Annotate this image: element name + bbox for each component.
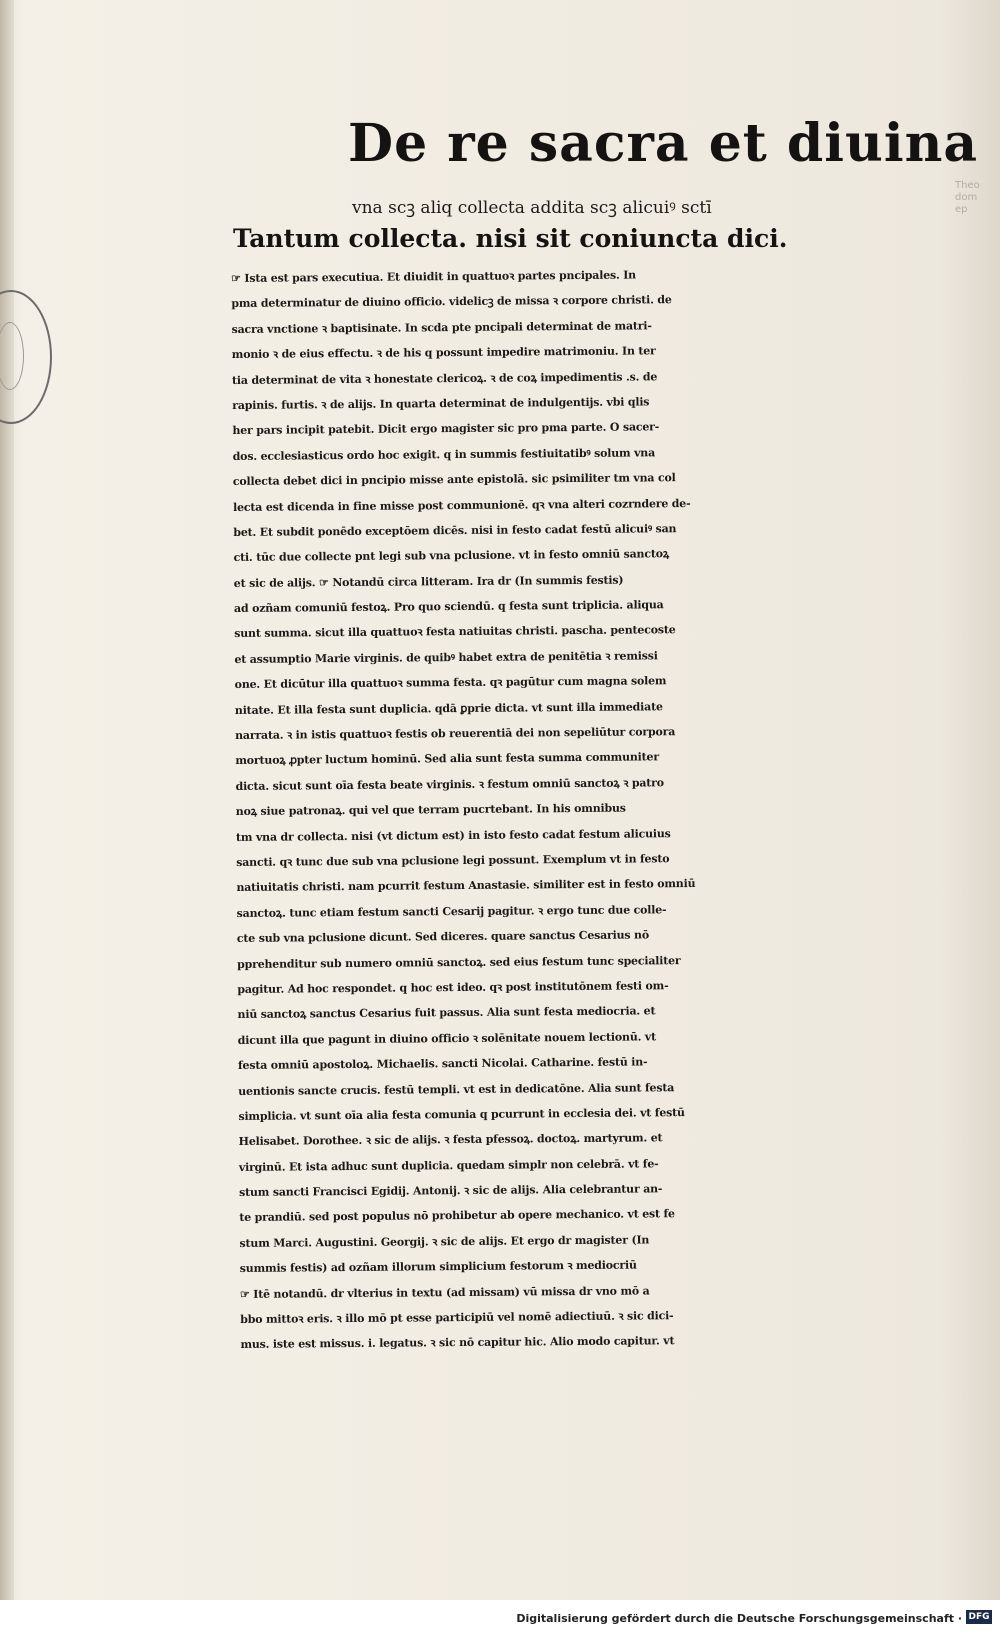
commentary-line: pagitur. Ad hoc respondet. q hoc est ideo. qꝛ post institutōnem festi om- bbox=[237, 979, 669, 996]
commentary-line: collecta debet dici in pncipio misse ante epistolā. sic psimiliter tm vna col bbox=[232, 471, 676, 489]
bleed-line: ep bbox=[955, 204, 968, 215]
commentary-line: lecta est dicenda in fine misse post communionē. qꝛ vna alteri cozrndere de- bbox=[233, 496, 691, 514]
commentary-line: dicta. sicut sunt oīa festa beate virginis. ꝛ festum omniū sanctoꝝ ꝛ patro bbox=[235, 776, 664, 793]
commentary-line: natiuitatis christi. nam pcurrit festum Anastasie. similiter est in festo omniū bbox=[236, 877, 696, 895]
commentary-body bbox=[231, 260, 941, 1358]
footer-bar bbox=[0, 1600, 1000, 1635]
commentary-line: narrata. ꝛ in istis quattuoꝛ festis ob reuerentiā dei non sepeliūtur corpora bbox=[235, 725, 676, 743]
bleed-line: Theo bbox=[955, 180, 980, 191]
commentary-line: stum Marci. Augustini. Georgij. ꝛ sic de alijs. Et ergo dr magister (In bbox=[239, 1233, 650, 1250]
commentary-line: sunt summa. sicut illa quattuoꝛ festa natiuitas christi. pascha. pentecoste bbox=[234, 623, 676, 641]
commentary-line: stum sancti Francisci Egidij. Antonij. ꝛ sic de alijs. Alia celebrantur an- bbox=[239, 1182, 663, 1200]
commentary-line: monio ꝛ de eius effectu. ꝛ de his q possunt impedire matrimoniu. In ter bbox=[231, 344, 656, 362]
dfg-logo: DFG bbox=[966, 1610, 992, 1624]
commentary-line: her pars incipit patebit. Dicit ergo magister sic pro pma parte. O sacer- bbox=[232, 420, 660, 438]
bleed-through-text bbox=[955, 180, 1000, 240]
commentary-line: cte sub vna pclusione dicunt. Sed diceres. quare sanctus Cesarius nō bbox=[236, 928, 650, 946]
commentary-line: rapinis. furtis. ꝛ de alijs. In quarta determinat de indulgentijs. vbi qlis bbox=[232, 395, 650, 412]
commentary-line: summis festis) ad ozñam illorum simplicium festorum ꝛ mediocriū bbox=[239, 1258, 637, 1276]
commentary-line: bbo mittoꝛ eris. ꝛ illo mō pt esse participiū vel nomē adiectiuū. ꝛ sic dici- bbox=[240, 1309, 674, 1326]
commentary-line: pprehenditur sub numero omniū sanctoꝝ. sed eius festum tunc specialiter bbox=[237, 953, 681, 971]
commentary-line: sacra vnctione ꝛ baptisinate. In scda pte pncipali determinat de matri- bbox=[231, 319, 652, 336]
main-text-line: Tantum collecta. nisi sit coniuncta dici. bbox=[233, 224, 788, 253]
commentary-line: sancti. qꝛ tunc due sub vna pclusione legi possunt. Exemplum vt in festo bbox=[236, 852, 670, 869]
commentary-line: mortuoꝝ ꝓpter luctum hominū. Sed alia sunt festa summa communiter bbox=[235, 750, 659, 768]
interlinear-gloss: vna scꝫ aliq collecta addita scꝫ alicuiꝰ sctī bbox=[352, 198, 712, 218]
commentary-line: dos. ecclesiasticus ordo hoc exigit. q in summis festiuitatibꝰ solum vna bbox=[232, 446, 656, 463]
commentary-line: Helisabet. Dorothee. ꝛ sic de alijs. ꝛ festa pfessoꝝ. doctoꝝ. martyrum. et bbox=[238, 1131, 663, 1149]
footer-credit: Digitalisierung gefördert durch die Deutsche Forschungsgemeinschaft · bbox=[516, 1612, 962, 1625]
commentary-line: festa omniū apostoloꝝ. Michaelis. sancti Nicolai. Catharine. festū in- bbox=[237, 1055, 648, 1073]
commentary-line: tm vna dr collecta. nisi (vt dictum est) in isto festo cadat festum alicuius bbox=[235, 826, 671, 844]
commentary-line: ☞ Itē notandū. dr vlterius in textu (ad missam) vū missa dr vno mō a bbox=[239, 1284, 650, 1301]
page-heading: De re sacra et diuina bbox=[348, 113, 979, 174]
commentary-line: nitate. Et illa festa sunt duplicia. qdā ꝑprie dicta. vt sunt illa immediate bbox=[234, 699, 663, 717]
commentary-line: uentionis sancte crucis. festū templi. vt est in dedicatōne. Alia sunt festa bbox=[238, 1080, 675, 1098]
commentary-line: one. Et dicūtur illa quattuoꝛ summa festa. qꝛ pagūtur cum magna solem bbox=[234, 674, 667, 692]
binding-edge bbox=[0, 0, 14, 1600]
commentary-line: ad ozñam comuniū festoꝝ. Pro quo sciendū. q festa sunt triplicia. aliqua bbox=[233, 598, 664, 616]
commentary-line: pma determinatur de diuino officio. videlicꝫ de missa ꝛ corpore christi. de bbox=[231, 293, 672, 311]
commentary-line: te prandiū. sed post populus nō prohibetur ab opere mechanico. vt est fe bbox=[239, 1207, 675, 1225]
commentary-line: noꝝ siue patronaꝝ. qui vel que terram pucrtebant. In his omnibus bbox=[235, 801, 626, 819]
commentary-line: sanctoꝝ. tunc etiam festum sancti Cesarij pagitur. ꝛ ergo tunc due colle- bbox=[236, 902, 667, 920]
commentary-line: et sic de alijs. ☞ Notandū circa litteram. Ira dr (In summis festis) bbox=[233, 573, 624, 590]
commentary-line: niū sanctoꝝ sanctus Cesarius fuit passus. Alia sunt festa mediocria. et bbox=[237, 1004, 656, 1022]
commentary-line: cti. tūc due collecte pnt legi sub vna pclusione. vt in festo omniū sanctoꝝ bbox=[233, 547, 670, 565]
commentary-line: bet. Et subdit ponēdo exceptōem dicēs. nisi in festo cadat festū alicuiꝰ san bbox=[233, 522, 677, 539]
commentary-line: simplicia. vt sunt oīa alia festa comunia q pcurrunt in ecclesia dei. vt festū bbox=[238, 1105, 685, 1123]
bleed-line: dom bbox=[955, 192, 978, 203]
commentary-line: mus. iste est missus. i. legatus. ꝛ sic nō capitur hic. Alio modo capitur. vt bbox=[240, 1334, 675, 1352]
commentary-line: et assumptio Marie virginis. de quibꝰ habet extra de penitētia ꝛ remissi bbox=[234, 649, 658, 666]
commentary-line: dicunt illa que pagunt in diuino officio ꝛ solēnitate nouem lectionū. vt bbox=[237, 1030, 656, 1047]
commentary-line: virginū. Et ista adhuc sunt duplicia. quedam simplr non celebrā. vt fe- bbox=[238, 1156, 659, 1174]
commentary-line: ☞ Ista est pars executiua. Et diuidit in quattuoꝛ partes pncipales. In bbox=[231, 268, 637, 285]
commentary-line: tia determinat de vita ꝛ honestate clericoꝝ. ꝛ de coꝝ impedimentis .s. de bbox=[231, 369, 658, 387]
